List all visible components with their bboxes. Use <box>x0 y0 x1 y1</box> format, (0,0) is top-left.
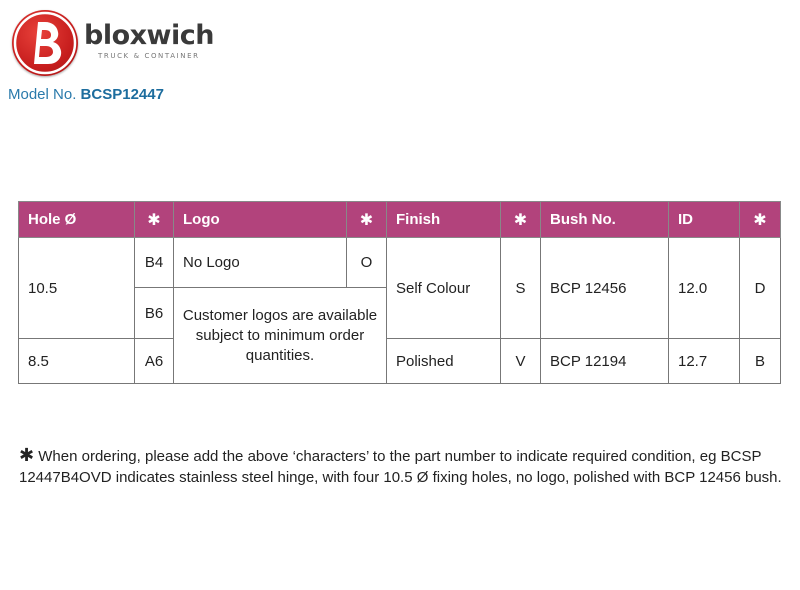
model-label: Model No. <box>8 86 77 103</box>
table-header-row <box>19 202 781 238</box>
hole-code-cell: A6 <box>135 339 174 384</box>
hole-code-cell: B6 <box>135 288 174 339</box>
finish-cell: Polished <box>387 339 501 384</box>
header-id-code: ✱ <box>740 202 781 238</box>
hole-code-cell: B4 <box>135 238 174 288</box>
id-cell: 12.0 <box>669 238 740 339</box>
model-value: BCSP12447 <box>80 86 164 103</box>
hole-size-cell: 8.5 <box>19 339 135 384</box>
bush-cell: BCP 12194 <box>541 339 669 384</box>
spec-table <box>18 201 781 384</box>
header-hole: Hole Ø <box>19 202 135 238</box>
header-id: ID <box>669 202 740 238</box>
header-finish-code: ✱ <box>501 202 541 238</box>
hole-size-cell: 10.5 <box>19 238 135 339</box>
logo-note-cell: Customer logos are available subject to minimum order quantities. <box>174 288 387 384</box>
header-finish: Finish <box>387 202 501 238</box>
id-cell: 12.7 <box>669 339 740 384</box>
logo-emblem-icon <box>12 10 78 76</box>
table-row <box>19 339 781 384</box>
footnote-text: When ordering, please add the above ‘characters’ to the part number to indicate required condition, eg BCSP 12447B4OVD indicates stainless steel hinge, with four 10.5 Ø fixing holes, no logo, polished with BCP 12456 bush. <box>19 448 782 486</box>
table-row <box>19 238 781 288</box>
header-hole-code: ✱ <box>135 202 174 238</box>
model-number <box>8 86 164 103</box>
finish-cell: Self Colour <box>387 238 501 339</box>
id-code-cell: B <box>740 339 781 384</box>
finish-code-cell: S <box>501 238 541 339</box>
ordering-footnote <box>19 445 789 488</box>
asterisk-icon: ✱ <box>19 445 35 465</box>
brand-logo <box>12 10 222 78</box>
logo-code-cell: O <box>347 238 387 288</box>
logo-option-cell: No Logo <box>174 238 347 288</box>
brand-tagline: TRUCK & CONTAINER <box>98 52 200 60</box>
id-code-cell: D <box>740 238 781 339</box>
bush-cell: BCP 12456 <box>541 238 669 339</box>
header-logo: Logo <box>174 202 347 238</box>
brand-name: bloxwich <box>84 20 214 51</box>
finish-code-cell: V <box>501 339 541 384</box>
header-bush: Bush No. <box>541 202 669 238</box>
header-logo-code: ✱ <box>347 202 387 238</box>
